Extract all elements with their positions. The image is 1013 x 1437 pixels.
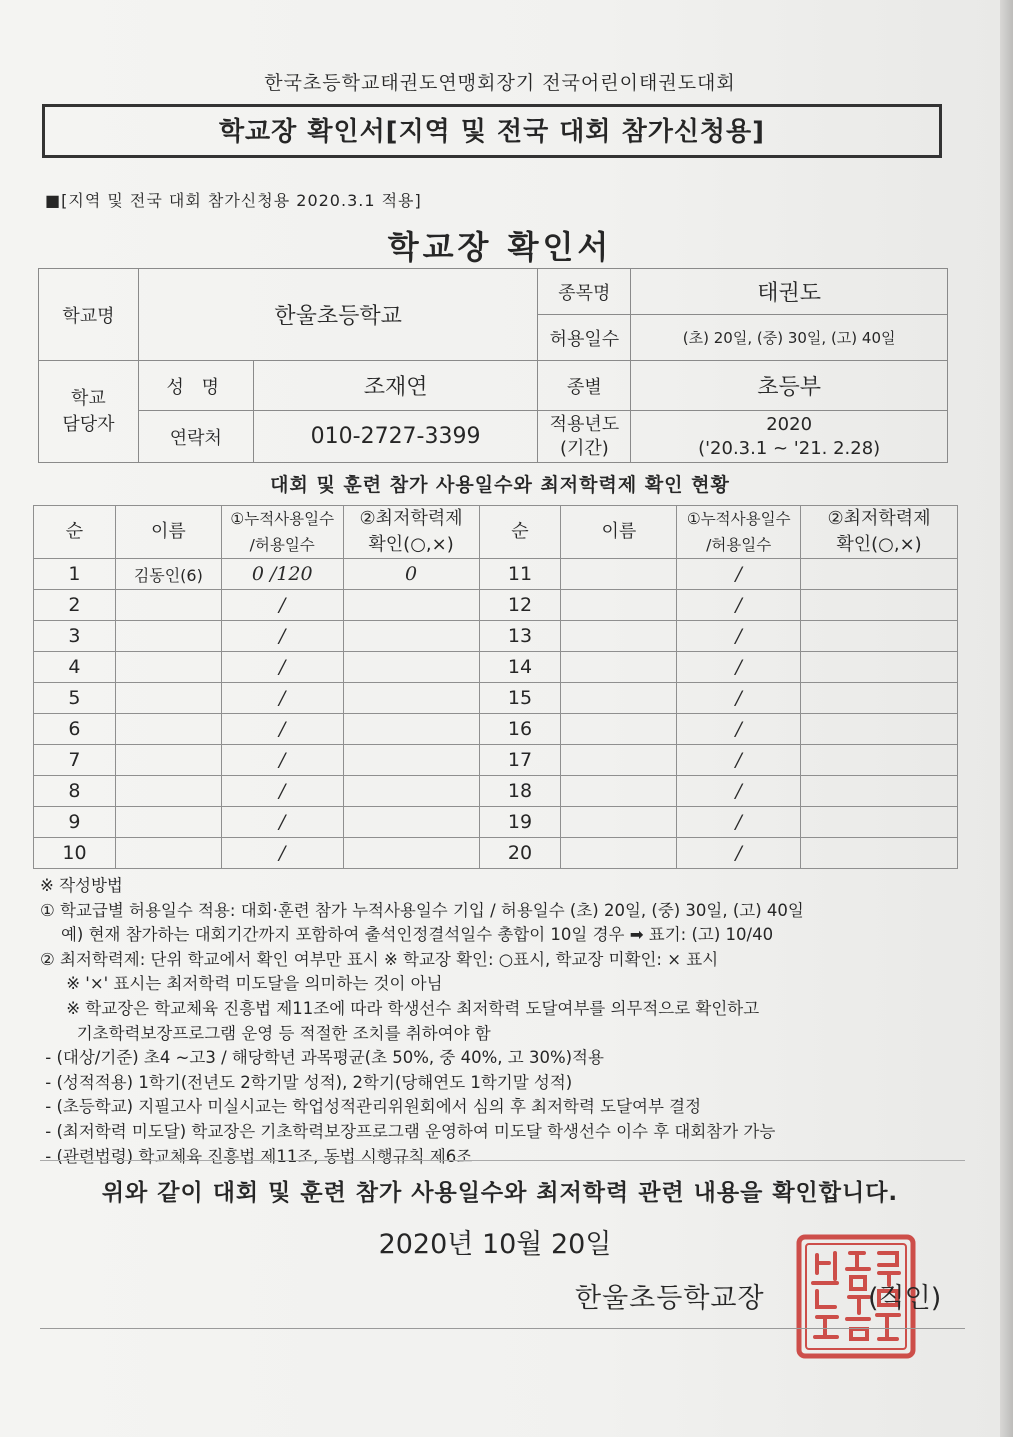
row-name-2	[561, 807, 677, 838]
row-check	[343, 621, 479, 652]
instruction-line: ② 최저학력제: 단위 학교에서 확인 여부만 표시 ※ 학교장 확인: ○표시, 학교장 미확인: × 표시	[40, 949, 719, 969]
instruction-line: - (최저학력 미도달) 학교장은 기초학력보장프로그램 운영하여 미도달 학생선수 이수 후 대회참가 가능	[40, 1121, 776, 1141]
period-value: ('20.3.1 ~ '21. 2.28)	[698, 437, 881, 459]
row-number: 5	[34, 683, 116, 714]
year-cell	[631, 411, 948, 463]
participation-table	[33, 505, 958, 869]
row-number-2: 20	[479, 838, 561, 869]
page-edge	[1000, 0, 1013, 1437]
row-name	[115, 590, 221, 621]
row-check-2	[801, 590, 958, 621]
row-number: 1	[34, 559, 116, 590]
row-days: /	[221, 652, 343, 683]
row-number: 9	[34, 807, 116, 838]
instruction-line: - (대상/기준) 초4 ~고3 / 해당학년 과목평균(초 50%, 중 40%, 고 30%)적용	[40, 1048, 604, 1068]
row-check	[343, 683, 479, 714]
row-days-2: /	[677, 807, 801, 838]
instruction-line: - (성적적용) 1학기(전년도 2학기말 성적), 2학기(당해연도 1학기말 성적)	[40, 1072, 573, 1092]
event-line: 한국초등학교태권도연맹회장기 전국어린이태권도대회	[264, 72, 736, 94]
table-row	[34, 838, 958, 869]
col-days-2: ①누적사용일수 /허용일수	[677, 506, 801, 559]
row-name	[115, 714, 221, 745]
col-days: ①누적사용일수 /허용일수	[221, 506, 343, 559]
row-days-2: /	[677, 652, 801, 683]
row-name-2	[561, 838, 677, 869]
table-row	[34, 745, 958, 776]
table-row	[34, 621, 958, 652]
row-days-2: /	[677, 621, 801, 652]
row-days-2: /	[677, 714, 801, 745]
row-name	[115, 776, 221, 807]
row-number-2: 17	[479, 745, 561, 776]
row-days-2: /	[677, 683, 801, 714]
writing-instructions	[40, 874, 970, 1169]
row-days-2: /	[677, 559, 801, 590]
row-check	[343, 714, 479, 745]
row-days: /	[221, 590, 343, 621]
contact-value: 010-2727-3399	[253, 411, 538, 463]
confirmation-statement: 위와 같이 대회 및 훈련 참가 사용일수와 최저학력 관련 내용을 확인합니다.	[101, 1180, 899, 1206]
row-name-2	[561, 745, 677, 776]
instruction-line: 예) 현재 참가하는 대회기간까지 포함하여 출석인정결석일수 총합이 10일 경우 ➡ 표기: (고) 10/40	[40, 925, 774, 945]
row-name-2	[561, 683, 677, 714]
row-name	[115, 621, 221, 652]
category-label: 종별	[538, 361, 631, 411]
row-check-2	[801, 621, 958, 652]
col-no: 순	[34, 506, 116, 559]
instruction-line: ① 학교급별 허용일수 적용: 대회·훈련 참가 누적사용일수 기입 / 허용일수 (초) 20일, (중) 30일, (고) 40일	[40, 900, 804, 920]
row-name	[115, 652, 221, 683]
row-check	[343, 745, 479, 776]
row-name-2	[561, 776, 677, 807]
row-number-2: 19	[479, 807, 561, 838]
table-row	[34, 776, 958, 807]
row-days-2: /	[677, 745, 801, 776]
col-name: 이름	[115, 506, 221, 559]
row-days: /	[221, 838, 343, 869]
info-table	[38, 268, 948, 463]
boxed-title: 학교장 확인서[지역 및 전국 대회 참가신청용]	[42, 104, 942, 158]
table-row	[34, 714, 958, 745]
sport-value: 태권도	[631, 269, 948, 315]
row-number: 7	[34, 745, 116, 776]
name-label: 성 명	[138, 361, 253, 411]
row-days: /	[221, 621, 343, 652]
instruction-line: 기초학력보장프로그램 운영 등 적절한 조치를 취하여야 함	[40, 1023, 491, 1043]
table-row	[34, 652, 958, 683]
section-title: 대회 및 훈련 참가 사용일수와 최저학력제 확인 현황	[270, 474, 730, 496]
row-number-2: 16	[479, 714, 561, 745]
allowed-days-value: (초) 20일, (중) 30일, (고) 40일	[631, 315, 948, 361]
row-check	[343, 590, 479, 621]
row-number-2: 13	[479, 621, 561, 652]
row-name	[115, 807, 221, 838]
row-days-2: /	[677, 776, 801, 807]
row-number: 8	[34, 776, 116, 807]
table-row	[34, 683, 958, 714]
row-check-2	[801, 838, 958, 869]
instruction-line: ※ 작성방법	[40, 876, 123, 895]
row-number: 10	[34, 838, 116, 869]
row-number-2: 11	[479, 559, 561, 590]
row-number: 3	[34, 621, 116, 652]
col-no-2: 순	[479, 506, 561, 559]
row-check	[343, 652, 479, 683]
row-days: /	[221, 776, 343, 807]
col-check: ②최저학력제 확인(○,×)	[343, 506, 479, 559]
row-check-2	[801, 559, 958, 590]
school-value: 한울초등학교	[138, 269, 538, 361]
row-check-2	[801, 652, 958, 683]
row-days: /	[221, 714, 343, 745]
issue-date: 2020년 10월 20일	[378, 1229, 612, 1260]
row-name-2	[561, 714, 677, 745]
seal-label: (직인)	[868, 1283, 942, 1314]
row-days: 0 /120	[221, 559, 343, 590]
year-label: 적용년도 (기간)	[538, 411, 631, 463]
instruction-line: - (관련법령) 학교체육 진흥법 제11조, 동법 시행규칙 제6조	[40, 1146, 473, 1166]
row-name	[115, 745, 221, 776]
col-check-2: ②최저학력제 확인(○,×)	[801, 506, 958, 559]
row-number: 6	[34, 714, 116, 745]
row-name	[115, 683, 221, 714]
table-row	[34, 559, 958, 590]
row-name-2	[561, 652, 677, 683]
row-number-2: 14	[479, 652, 561, 683]
row-days: /	[221, 683, 343, 714]
row-check-2	[801, 745, 958, 776]
row-check	[343, 807, 479, 838]
row-days: /	[221, 807, 343, 838]
row-check: 0	[343, 559, 479, 590]
row-number: 2	[34, 590, 116, 621]
row-days: /	[221, 745, 343, 776]
row-check-2	[801, 714, 958, 745]
instruction-line: ※ '×' 표시는 최저학력 미도달을 의미하는 것이 아님	[40, 974, 443, 994]
contact-label: 연락처	[138, 411, 253, 463]
allowed-days-label: 허용일수	[538, 315, 631, 361]
divider-bottom	[40, 1328, 965, 1329]
manager-name: 조재연	[253, 361, 538, 411]
page-title: 학교장 확인서	[387, 228, 613, 266]
row-check-2	[801, 807, 958, 838]
category-value: 초등부	[631, 361, 948, 411]
instruction-line: - (초등학교) 지필고사 미실시교는 학업성적관리위원회에서 심의 후 최저학력 도달여부 결정	[40, 1097, 702, 1117]
row-name-2	[561, 621, 677, 652]
signer-name: 한울초등학교장	[575, 1283, 765, 1314]
manager-label: 학교 담당자	[39, 361, 139, 463]
row-number-2: 12	[479, 590, 561, 621]
row-check	[343, 838, 479, 869]
table-row	[34, 807, 958, 838]
row-name-2	[561, 559, 677, 590]
row-name-2	[561, 590, 677, 621]
row-number-2: 15	[479, 683, 561, 714]
sport-label: 종목명	[538, 269, 631, 315]
school-label: 학교명	[39, 269, 139, 361]
row-name	[115, 838, 221, 869]
instruction-line: ※ 학교장은 학교체육 진흥법 제11조에 따라 학생선수 최저학력 도달여부를 의무적으로 확인하고	[40, 998, 760, 1018]
row-number-2: 18	[479, 776, 561, 807]
row-check	[343, 776, 479, 807]
row-days-2: /	[677, 590, 801, 621]
col-name-2: 이름	[561, 506, 677, 559]
row-check-2	[801, 683, 958, 714]
row-check-2	[801, 776, 958, 807]
divider	[40, 1160, 965, 1161]
sub-note: ■[지역 및 전국 대회 참가신청용 2020.3.1 적용]	[45, 191, 422, 210]
year-value: 2020	[766, 413, 813, 435]
row-name: 김동인(6)	[115, 559, 221, 590]
row-days-2: /	[677, 838, 801, 869]
table-row	[34, 590, 958, 621]
row-number: 4	[34, 652, 116, 683]
